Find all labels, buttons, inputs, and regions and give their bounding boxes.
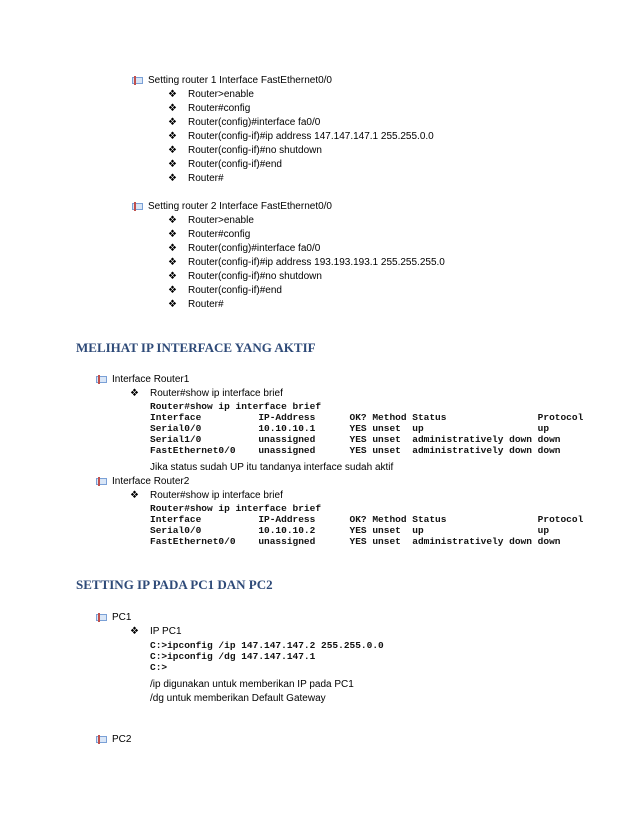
diamond-bullet-icon: ❖	[168, 215, 177, 226]
router1-status-note: Jika status sudah UP itu tandanya interface sudah aktif	[150, 462, 394, 473]
terminal-line: FastEthernet0/0 unassigned YES unset administratively down down	[150, 536, 561, 547]
diamond-bullet-icon: ❖	[168, 229, 177, 240]
pc1-note: /dg untuk memberikan Default Gateway	[150, 693, 326, 704]
diamond-bullet-icon: ❖	[168, 131, 177, 142]
terminal-line: C:>ipconfig /ip 147.147.147.2 255.255.0.0	[150, 640, 384, 651]
terminal-line: Serial0/0 10.10.10.2 YES unset up up	[150, 525, 550, 536]
book-bullet-icon	[96, 613, 107, 622]
diamond-bullet-icon: ❖	[168, 159, 177, 170]
diamond-bullet-icon: ❖	[168, 173, 177, 184]
diamond-bullet-icon: ❖	[168, 117, 177, 128]
diamond-bullet-icon: ❖	[168, 145, 177, 156]
pc1-ip-label: IP PC1	[150, 626, 182, 637]
router2-show-command: Router#show ip interface brief	[150, 490, 283, 501]
book-bullet-icon	[132, 202, 143, 211]
router2-config-title: Setting router 2 Interface FastEthernet0/0	[148, 201, 332, 212]
router1-cmd: Router#config	[188, 103, 251, 114]
terminal-line: Serial1/0 unassigned YES unset administratively down down	[150, 434, 561, 445]
terminal-line: Router#show ip interface brief	[150, 503, 322, 514]
book-bullet-icon	[96, 477, 107, 486]
router2-cmd: Router(config)#interface fa0/0	[188, 243, 321, 254]
terminal-line: FastEthernet0/0 unassigned YES unset administratively down down	[150, 445, 561, 456]
section-heading-interface: MELIHAT IP INTERFACE YANG AKTIF	[76, 340, 316, 355]
router2-cmd: Router(config-if)#ip address 193.193.193.1 255.255.255.0	[188, 257, 445, 268]
terminal-line: C:>ipconfig /dg 147.147.147.1	[150, 651, 316, 662]
router1-interface-label: Interface Router1	[112, 374, 190, 385]
pc1-label: PC1	[112, 612, 132, 623]
router1-config-title: Setting router 1 Interface FastEthernet0/0	[148, 75, 332, 86]
diamond-bullet-icon: ❖	[168, 271, 177, 282]
book-bullet-icon	[96, 735, 107, 744]
terminal-line: Serial0/0 10.10.10.1 YES unset up up	[150, 423, 550, 434]
router2-cmd: Router#config	[188, 229, 251, 240]
terminal-line: Router#show ip interface brief	[150, 401, 322, 412]
router2-cmd: Router>enable	[188, 215, 254, 226]
book-bullet-icon	[96, 375, 107, 384]
router1-cmd: Router#	[188, 173, 224, 184]
router1-show-command: Router#show ip interface brief	[150, 388, 283, 399]
terminal-line: Interface IP-Address OK? Method Status Protocol	[150, 412, 584, 423]
diamond-bullet-icon: ❖	[168, 103, 177, 114]
router2-cmd: Router#	[188, 299, 224, 310]
diamond-bullet-icon: ❖	[130, 626, 139, 637]
router1-cmd: Router(config-if)#end	[188, 159, 282, 170]
diamond-bullet-icon: ❖	[130, 388, 139, 399]
diamond-bullet-icon: ❖	[168, 299, 177, 310]
terminal-line: Interface IP-Address OK? Method Status Protocol	[150, 514, 584, 525]
diamond-bullet-icon: ❖	[168, 89, 177, 100]
router1-cmd: Router(config-if)#no shutdown	[188, 145, 322, 156]
diamond-bullet-icon: ❖	[168, 285, 177, 296]
section-heading-pc: SETTING IP PADA PC1 DAN PC2	[76, 577, 273, 592]
router1-cmd: Router(config)#interface fa0/0	[188, 117, 321, 128]
pc2-label: PC2	[112, 734, 132, 745]
diamond-bullet-icon: ❖	[168, 257, 177, 268]
router1-cmd: Router(config-if)#ip address 147.147.147.1 255.255.0.0	[188, 131, 434, 142]
diamond-bullet-icon: ❖	[168, 243, 177, 254]
book-bullet-icon	[132, 76, 143, 85]
pc1-note: /ip digunakan untuk memberikan IP pada PC1	[150, 679, 354, 690]
router2-cmd: Router(config-if)#no shutdown	[188, 271, 322, 282]
router1-cmd: Router>enable	[188, 89, 254, 100]
diamond-bullet-icon: ❖	[130, 490, 139, 501]
router2-interface-label: Interface Router2	[112, 476, 190, 487]
terminal-line: C:>	[150, 662, 168, 673]
router2-cmd: Router(config-if)#end	[188, 285, 282, 296]
